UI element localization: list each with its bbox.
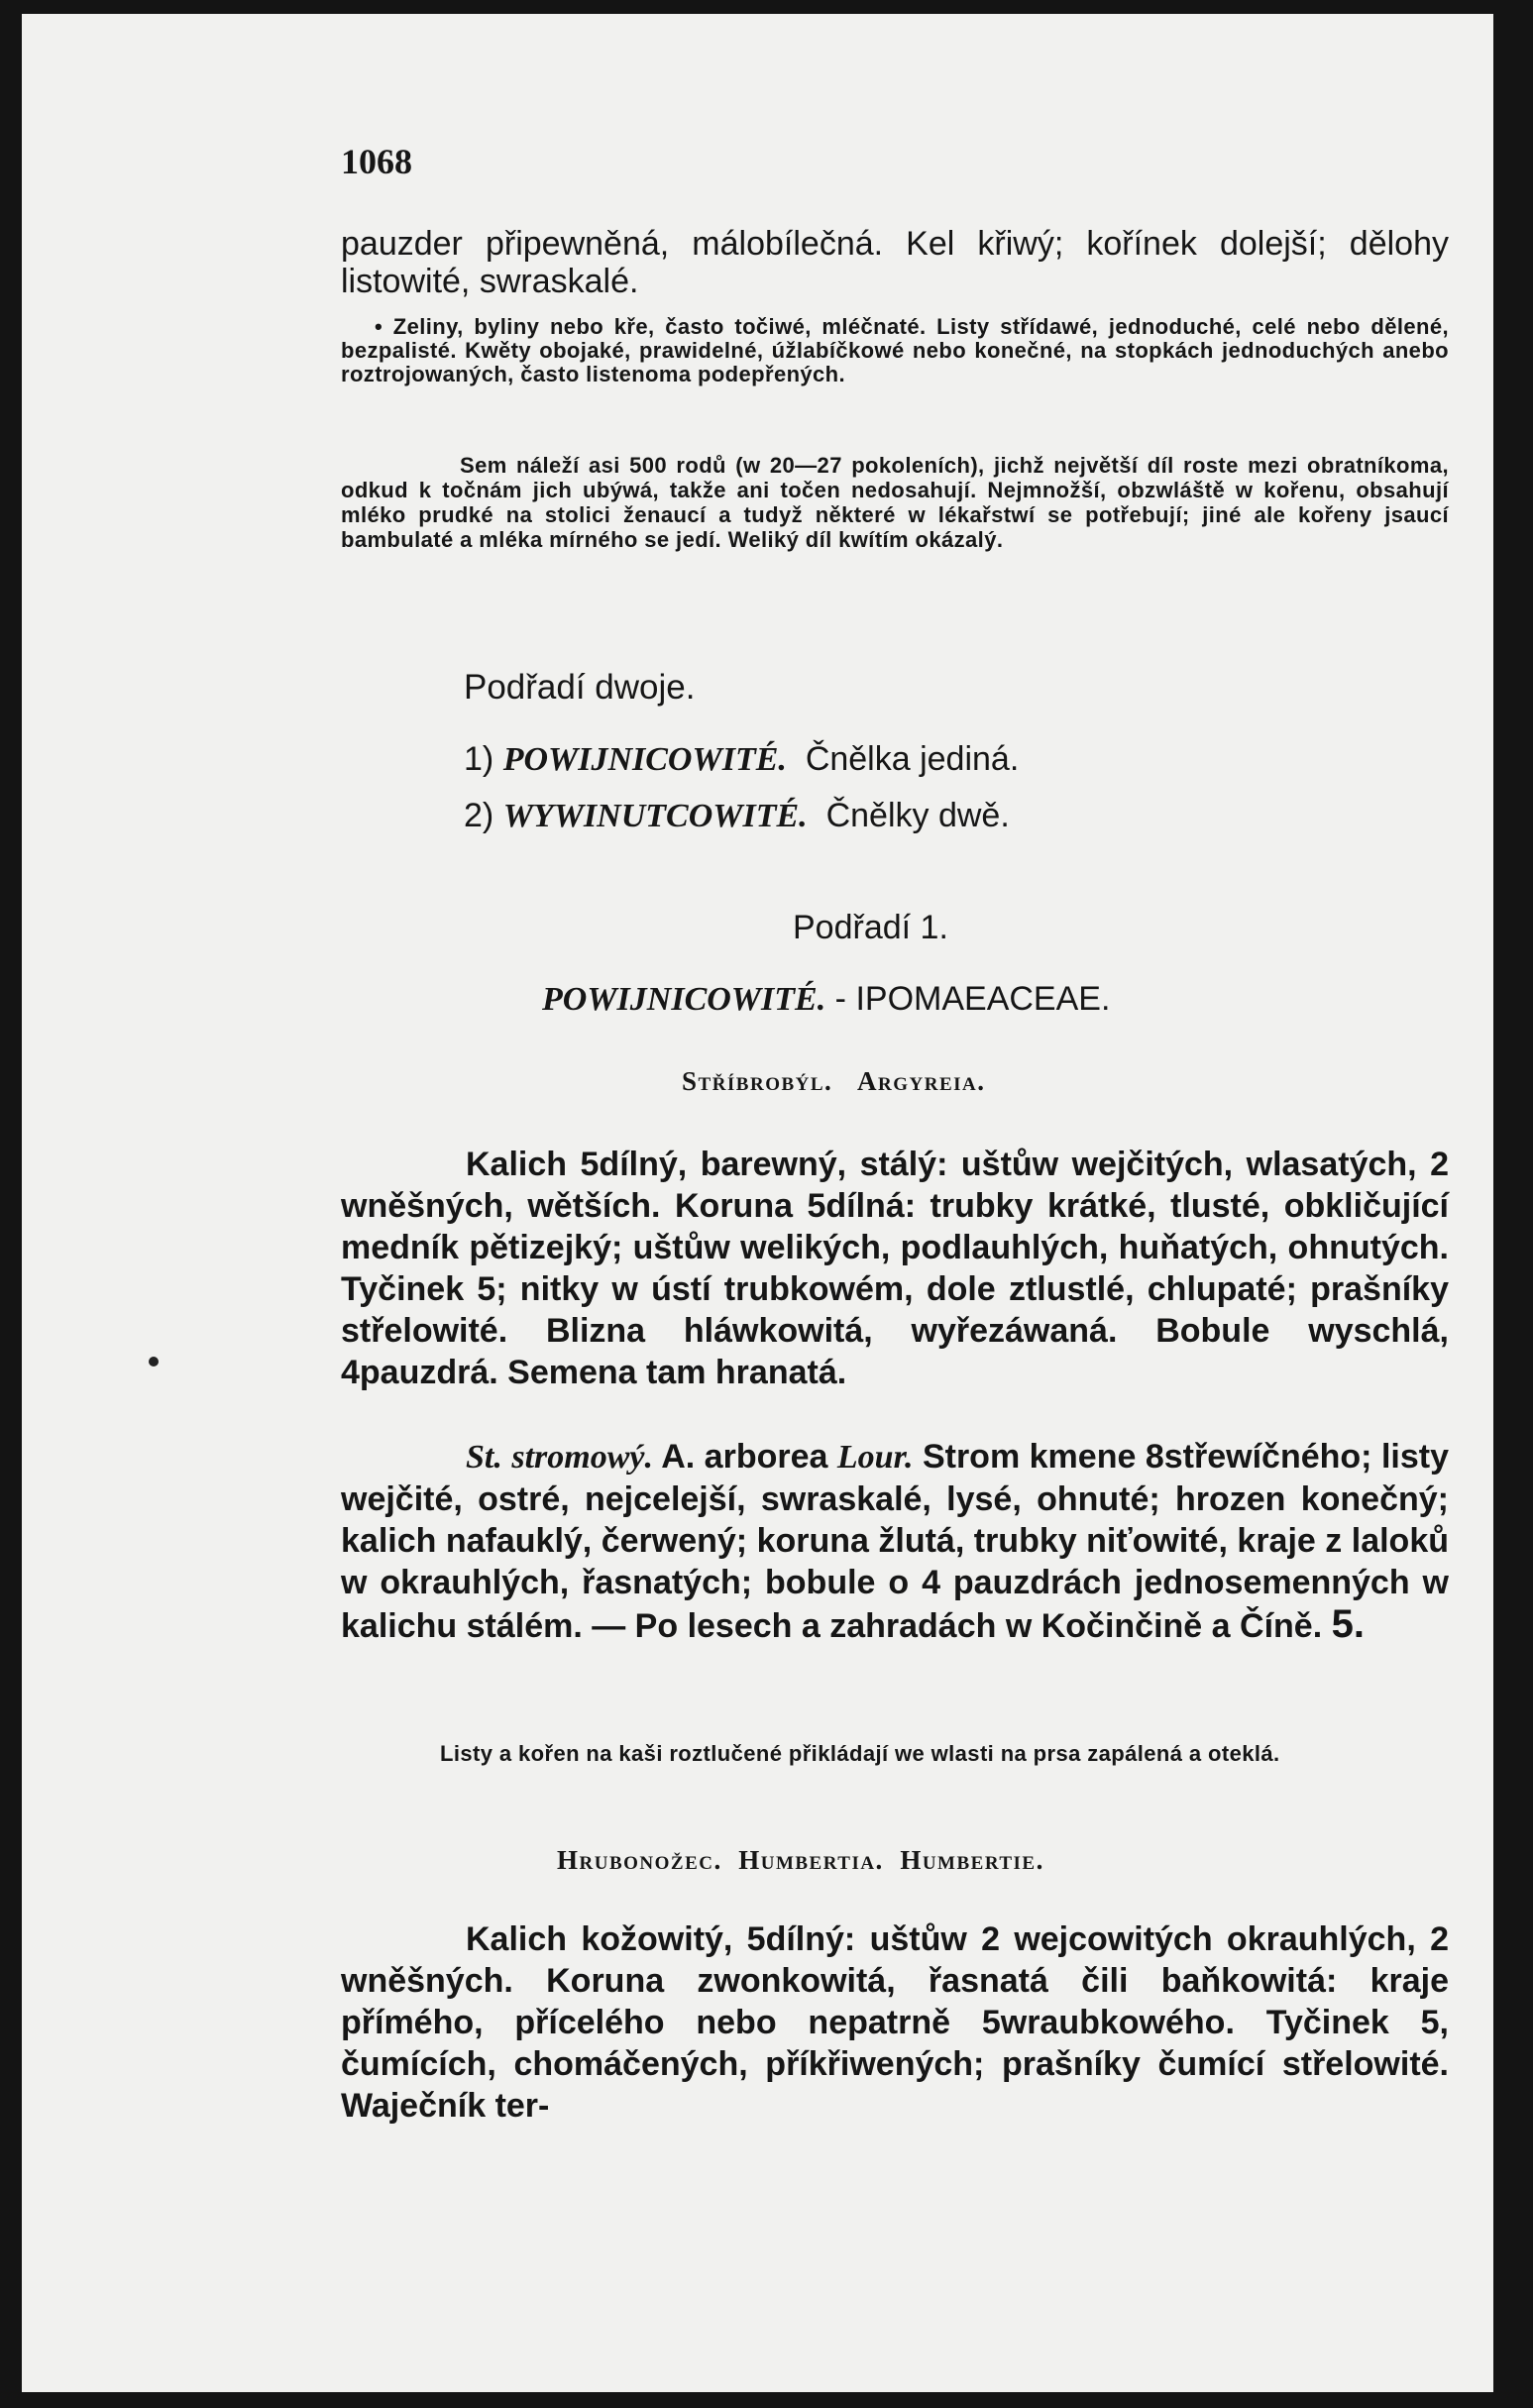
- suborder-item: [464, 740, 1019, 779]
- species-text: Strom kmene 8střewíčného; listy wejčité, ostré, nejcelejší, swraskalé, lysé, ohnuté; hrozen konečný; kalich nafauklý, čerwený; koruna žlutá, trubky niťowité, kraje z laloků w okrauhlých, řasnatých; bobule o 4 pauzdrách jednosemenných w kalichu stálém. — Po lesech a zahradách w Kočinčině a Číně.: [341, 1438, 1449, 1645]
- suborder1-title: [542, 980, 1110, 1019]
- suborder-item: [464, 797, 1010, 835]
- genus1-name-cz: Stříbrobýl.: [682, 1066, 833, 1096]
- suborder-name: POWIJNICOWITÉ.: [502, 741, 787, 778]
- suborder1-heading: Podřadí 1.: [793, 909, 948, 946]
- genus2-description: Kalich kožowitý, 5dílný: uštůw 2 wejcowitých okrauhlých, 2 wněšných. Koruna zwonkowitá, řasnatá čili baňkowitá: kraje přímého, přícelého nebo nepatrně 5wraubkowého. Tyčinek 5, čumících, chomáčených, příkřiwených; prašníky čumící střelowité. Waječník ter-: [341, 1920, 1449, 2125]
- suborders-heading: Podřadí dwoje.: [464, 668, 696, 707]
- genus1-note: Listy a kořen na kaši roztlučené přikládají we wlasti na prsa zapálená a oteklá.: [440, 1741, 1280, 1766]
- suborder1-name-lat: IPOMAEACEAE.: [855, 980, 1111, 1018]
- species-latin: A. arborea: [661, 1438, 828, 1476]
- genus1-description: Kalich 5dílný, barewný, stálý: uštůw wejčitých, wlasatých, 2 wněšných, wětších. Koruna 5dílná: trubky krátké, tlusté, obkličující medník pětizejký; uštůw welikých, podlauhlých, huňatých, ohnutých. Tyčinek 5; nitky w ústí trubkowém, dole ztlustlé, chlupaté; prašníky střelowité. Blizna hláwkowitá, wyřezáwaná. Bobule wyschlá, 4pauzdrá. Semena tam hranatá.: [341, 1146, 1449, 1391]
- family-notes: Sem náleží asi 500 rodů (w 20—27 pokoleních), jichž největší díl roste mezi obratníkoma, odkud k točnám jich ubýwá, takže ani točen nedosahují. Nejmnožší, obzwláště w kořenu, obsahují mléko prudké na stolici ženaucí a tudyž některé w lékařstwí se potřebují; jiné ale kořeny jsaucí bambulaté a mléka mírného se jedí. Weliký díl kwítím okázalý.: [341, 453, 1449, 552]
- family-description: [341, 315, 1449, 386]
- suborder1-dash: -: [834, 980, 846, 1018]
- suborder-desc: Čnělka jediná.: [805, 740, 1020, 778]
- species-mark: 5.: [1331, 1602, 1365, 1646]
- genus2-name-lat: Humbertia.: [738, 1845, 884, 1875]
- genus1-heading: [682, 1066, 986, 1097]
- suborder-num: 1): [464, 740, 494, 778]
- suborder-desc: Čnělky dwě.: [825, 797, 1010, 834]
- family-description-text: Zeliny, byliny nebo kře, často točiwé, mléčnaté. Listy střídawé, jednoduché, celé nebo dělené, bezpalisté. Kwěty obojaké, prawidelné, úžlabíčkowé nebo konečné, na stopkách jednoduchých anebo roztrojowaných, často listenoma podepřených.: [341, 314, 1450, 386]
- book-page: [22, 14, 1493, 2392]
- species-epithet: stromowý.: [511, 1439, 653, 1476]
- bullet: •: [375, 314, 383, 339]
- intro-paragraph: pauzder připewněná, málobílečná. Kel křiwý; kořínek dolejší; dělohy listowité, swraskalé.: [341, 225, 1449, 300]
- page-number: 1068: [341, 142, 412, 181]
- species-abbr: St.: [466, 1439, 502, 1476]
- genus2-name-alt: Humbertie.: [900, 1845, 1044, 1875]
- suborder-name: WYWINUTCOWITÉ.: [502, 798, 808, 834]
- suborder-num: 2): [464, 797, 494, 834]
- genus2-heading: [557, 1845, 1044, 1876]
- genus1-species: [341, 1436, 1449, 1647]
- genus2-name-cz: Hrubonožec.: [557, 1845, 722, 1875]
- genus1-name-lat: Argyreia.: [857, 1066, 986, 1096]
- ink-spot: [149, 1357, 159, 1367]
- suborder1-name-cz: POWIJNICOWITÉ.: [542, 981, 826, 1018]
- species-author: Lour.: [836, 1439, 914, 1476]
